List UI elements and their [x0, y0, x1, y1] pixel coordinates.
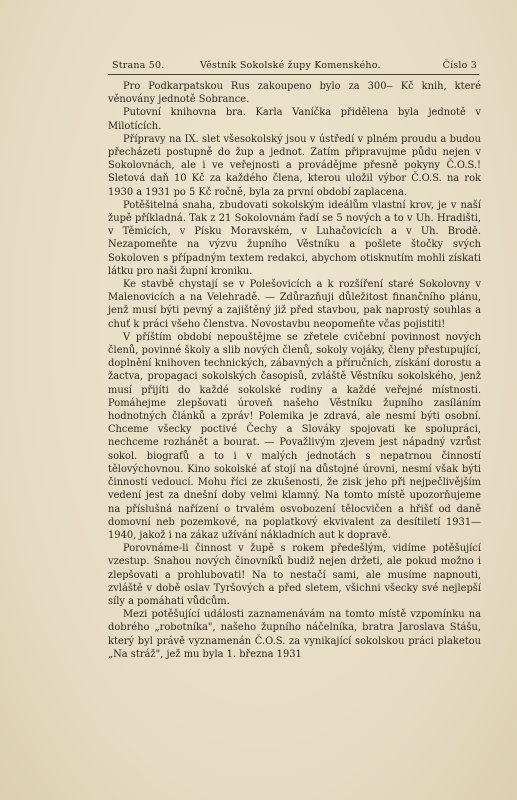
issue-number: Číslo 3: [442, 60, 477, 71]
paragraph: Přípravy na IX. slet všesokolský jsou v ústředí v plném proudu a budou přecházeti postupně do žup a jednot. Zatím připravujme půdu nejen v Sokolovnách, ale i ve veřejnosti a provádějme přesně pokyny Č.O.S.! Sletová daň 10 Kč za každého člena, kterou uložil výbor Č.O.S. na rok 1930 a 1931 po 5 Kč ročně, byla za první období zaplacena.: [108, 133, 481, 198]
paragraph: Potěšitelná snaha, zbudovati sokolským ideálům vlastní krov, je v naší župě příkladná. Tak z 21 Sokolovnám řadí se 5 nových a to v Uh. Hradišti, v Těmicích, v Písku Moravském, v Luhačovicích a v Uh. Brodě. Nezapomeňte na výzvu župního Věstníku a pošlete štočky svých Sokoloven s případným textem redakci, abychom otisknutím mohli získati látku pro naši župní kroniku.: [108, 199, 481, 277]
page-header: [112, 60, 477, 74]
paragraph: Pro Podkarpatskou Rus zakoupeno bylo za 300‒ Kč knih, které věnovány jednotě Sobrance.: [108, 81, 481, 106]
paragraph: Ke stavbě chystají se v Polešovicích a k rozšíření staré Sokolovny v Malenovicích a na Velehradě. — Zdůrazňuji důležitost finančního plánu, jenž musí býti pevný a zajištěný již před stavbou, pak naprostý souhlas a chuť k práci všeho členstva. Novostavbu neopomeňte včas pojistiti!: [108, 279, 481, 330]
page-number: Strana 50.: [112, 60, 165, 71]
journal-title: Věstník Sokolské župy Komenského.: [200, 60, 381, 71]
header-rule: [108, 74, 479, 75]
paragraph: Mezi potěšující události zaznamenávám na tomto místě vzpomínku na dobrého „robotníka", našeho župního náčelníka, bratra Jaroslava Stášu, který byl právě vyznamenán Č.O.S. za vynikající sokolskou práci plaketou „Na stráž", jež mu byla 1. března 1931: [108, 609, 481, 660]
paragraph: Putovní knihovna bra. Karla Vaníčka přidělena byla jednotě v Milotících.: [108, 107, 481, 132]
article-body: [108, 80, 481, 661]
paragraph: Porovnáme-li činnost v župě s rokem předešlým, vidíme potěšující vzestup. Snahou nových činovníků budiž nejen držeti, ale pokud možno i zlepšovati a prohlubovati! Na to nestačí sami, ale musíme napnouti, zvláště v době oslav Tyršových a před sletem, všichni všecky své nejlepší síly a pomáhati vůdcům.: [108, 543, 481, 607]
paragraph: V příštím období nepouštějme se zřetele cvičební povinnost nových členů, povinné školy a slib nových členů, sokoly vojáky, členy přestupující, doplnění knihoven technických, zábavných a příručních, získání dorostu a žactva, propagaci sokolských časopisů, zvláště Věstníku sokolského, jenž musí přijíti do každé sokolské rodiny a každé veřejné místnosti. Pomáhejme zlepšovati úroveň našeho Věstníku župního zasíláním hodnotných článků a zpráv! Polemika je zdravá, ale nesmí býti osobní. Chceme všecky poctivé Čechy a Slováky spojovati ke spolupráci, nechceme rozhánět a bourat. — Považlivým zjevem jest nápadný vzrůst sokol. biografů a to i v malých jednotách s nepatrnou činností tělovýchovnou. Kino sokolské ať stojí na důstojné úrovni, nesmí však býti činností vedoucí. Mohu říci ze zkušenosti, že zisk jeho při nejpečlivějším vedení jest za dnešní doby velmi klamný. Na tomto místě upozorňujeme na příslušná nařízení o trvalém osvobození tělocvičen a hřišť od daně domovní neb pozemkové, na poplatkový ekvivalent za desítiletí 1931—1940, jakož i na zákaz užívání nákladních aut k dopravě.: [108, 331, 481, 541]
